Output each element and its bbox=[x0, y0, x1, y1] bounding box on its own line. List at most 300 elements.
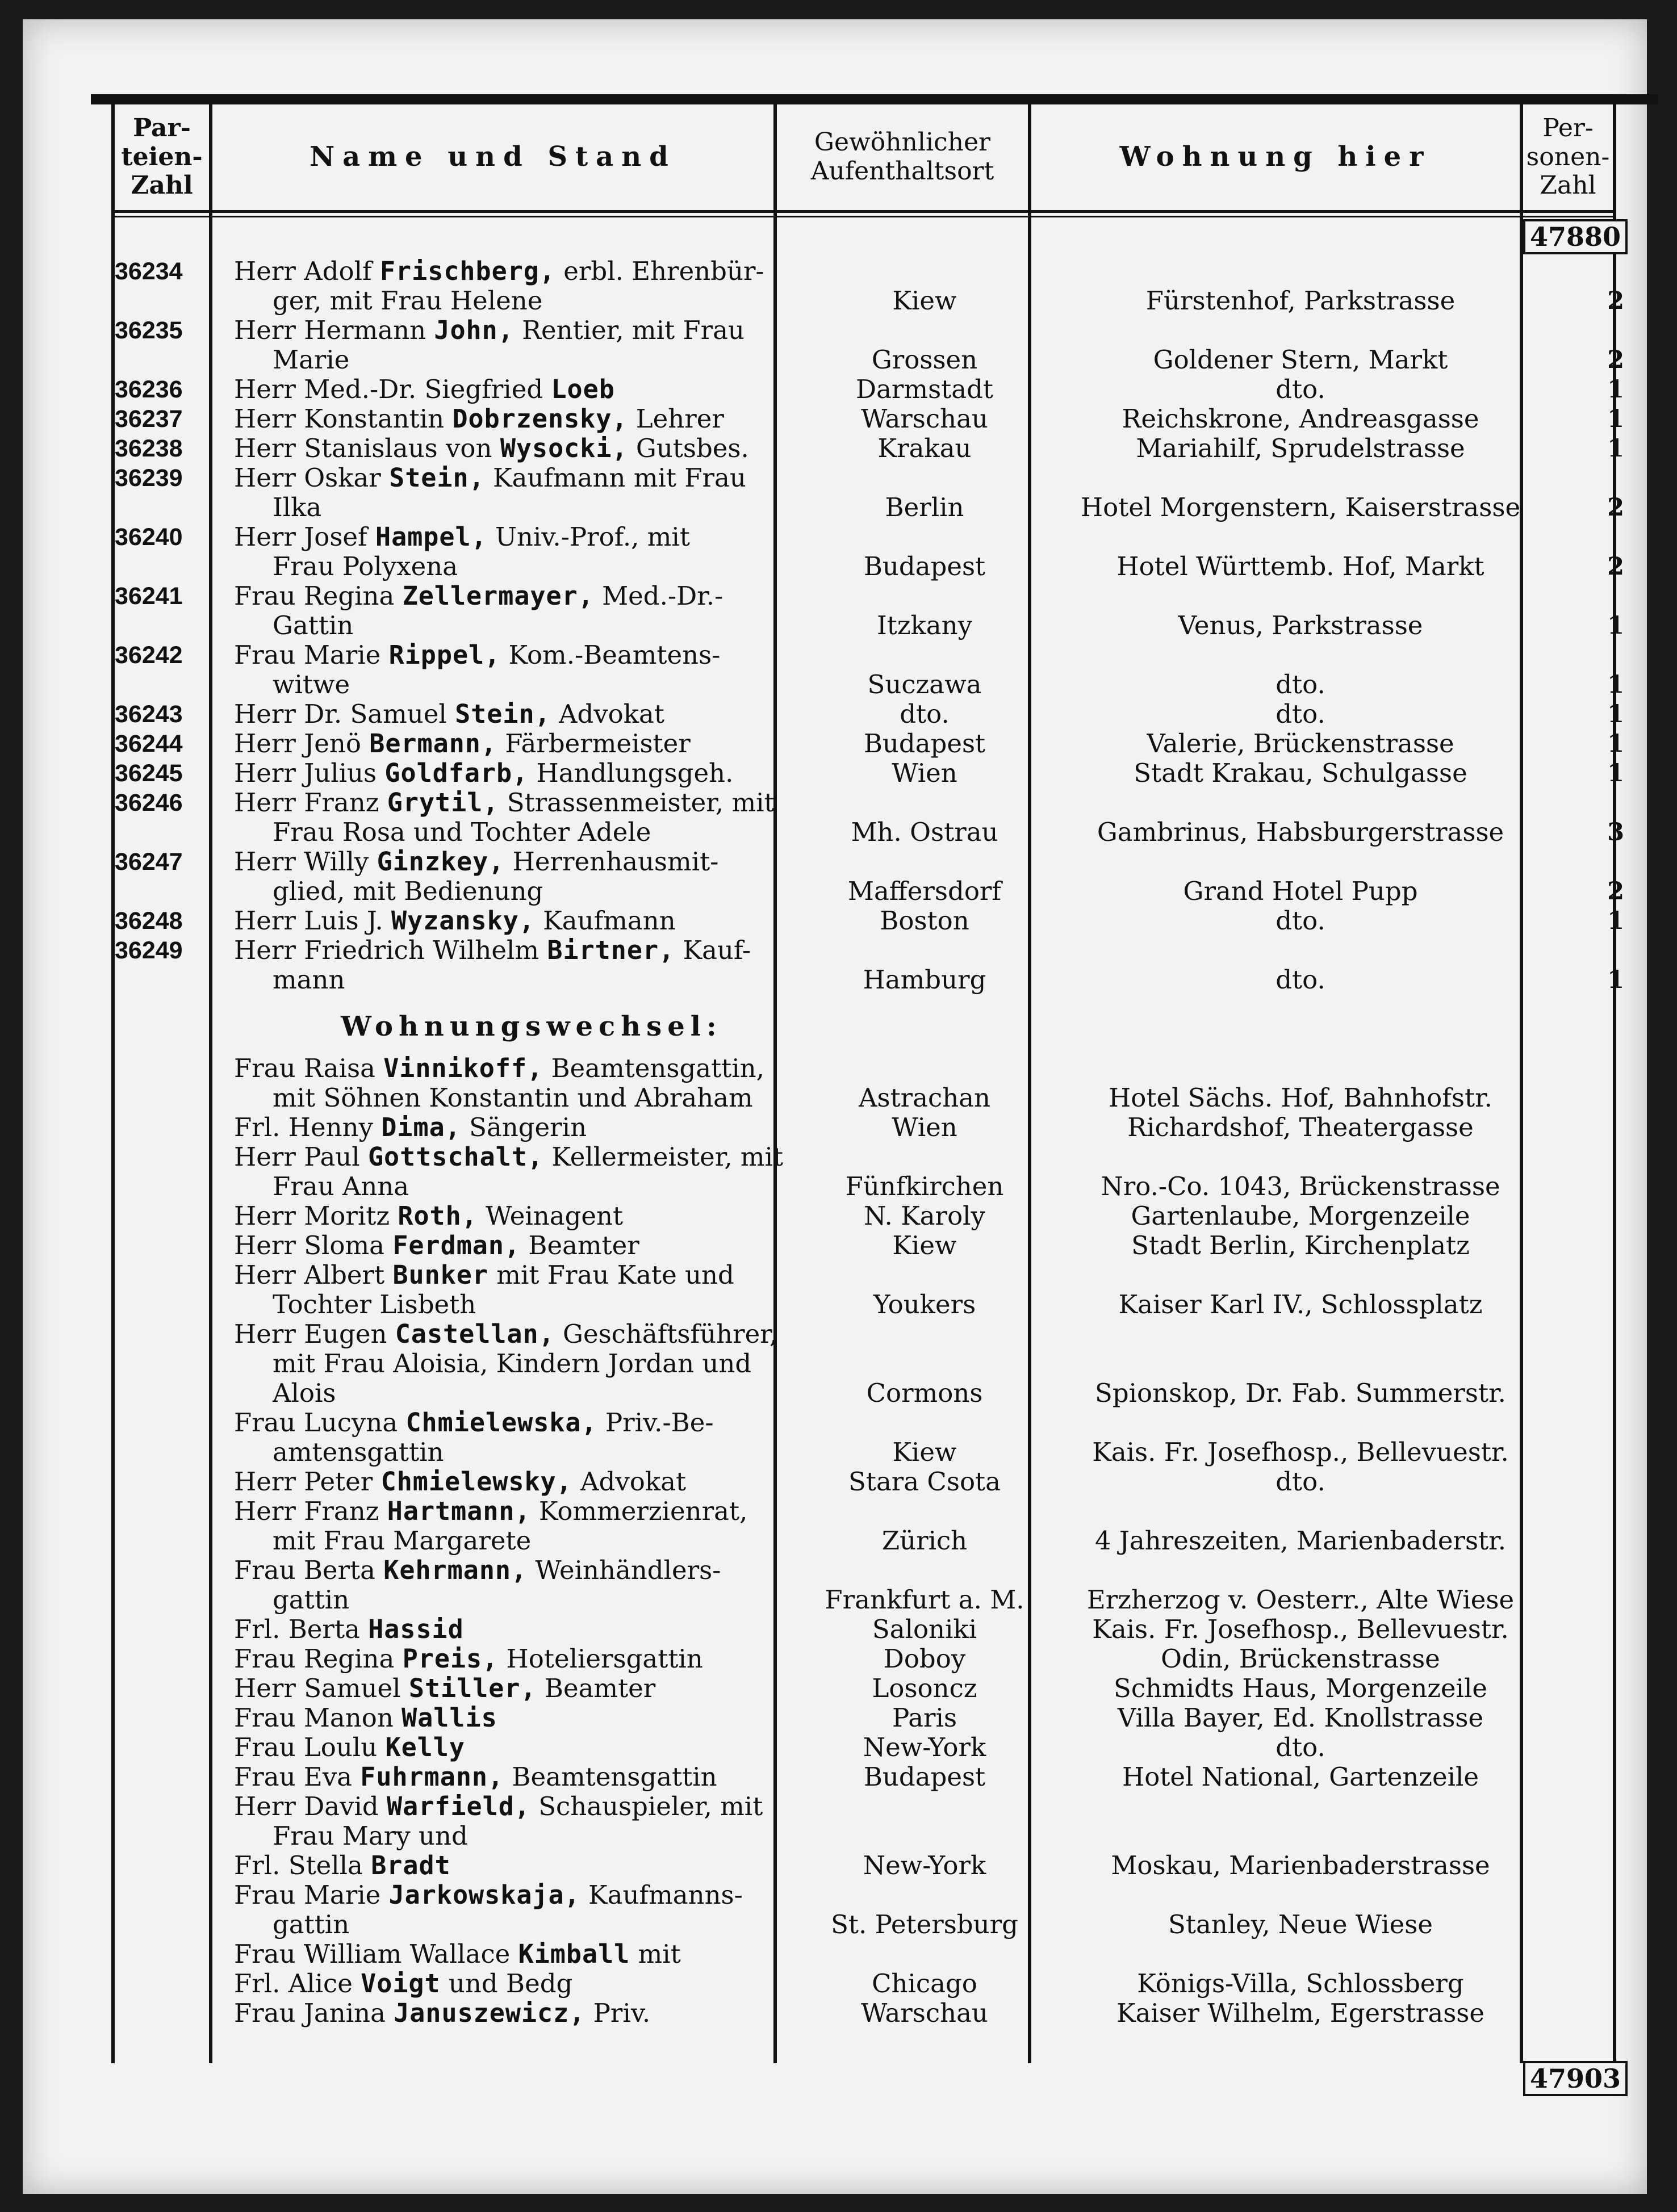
header-party-number-text: Par- teien- Zahl bbox=[121, 114, 203, 200]
change-3-name-post: Weinagent bbox=[477, 1201, 624, 1231]
entry-1-name-cont-1: Marie bbox=[273, 345, 350, 375]
entry-2-origin: Darmstadt bbox=[856, 374, 993, 404]
change-8-address: dto. bbox=[1275, 1467, 1325, 1497]
change-9-name-bold: Hartmann, bbox=[387, 1496, 531, 1526]
entry-10-origin: Budapest bbox=[863, 728, 986, 759]
entry-11-name-bold: Goldfarb, bbox=[384, 758, 529, 788]
entry-9-origin: dto. bbox=[900, 699, 950, 729]
change-1-name-post: Sängerin bbox=[461, 1112, 587, 1142]
change-19-origin: St. Petersburg bbox=[831, 1909, 1018, 1939]
table-row bbox=[23, 759, 1647, 788]
change-10-name-pre: Frau Berta bbox=[234, 1555, 384, 1585]
entry-15-name-pre: Herr Friedrich Wilhelm bbox=[234, 935, 547, 965]
entry-10-name-bold: Bermann, bbox=[369, 728, 497, 759]
entry-1-person-count: 2 bbox=[1607, 346, 1624, 374]
entry-11-person-count: 1 bbox=[1607, 759, 1624, 787]
change-1-name bbox=[234, 1113, 796, 1142]
change-12-name-bold: Preis, bbox=[402, 1644, 499, 1674]
change-20-name-pre: Frau William Wallace bbox=[234, 1939, 518, 1969]
entry-4-name-post: Gutsbes. bbox=[628, 433, 749, 463]
change-5-name-cont-1: Tochter Lisbeth bbox=[273, 1289, 476, 1319]
change-2-name-post: Kellermeister, mit bbox=[543, 1142, 784, 1172]
change-7-name-cont-1: amtensgattin bbox=[273, 1437, 444, 1467]
change-22-name-bold: Januszewicz, bbox=[394, 1998, 586, 2028]
change-10-name-cont-1: gattin bbox=[273, 1585, 350, 1615]
change-9-name-cont-1: mit Frau Margarete bbox=[273, 1526, 532, 1556]
entry-8-origin: Suczawa bbox=[867, 669, 982, 699]
change-10-name-post: Weinhändlers- bbox=[527, 1555, 721, 1585]
entry-6-name-post: Univ.-Prof., mit bbox=[487, 522, 690, 552]
change-row bbox=[23, 1939, 1647, 1969]
entry-6-name-bold: Hampel, bbox=[375, 522, 487, 552]
change-7-name-post: Priv.-Be- bbox=[597, 1407, 714, 1438]
change-9-origin: Zürich bbox=[881, 1526, 968, 1556]
entry-8-party-number: 36242 bbox=[115, 642, 183, 669]
change-6-name-cont-1: mit Frau Aloisia, Kindern Jordan und bbox=[273, 1348, 752, 1379]
change-8-name-post: Advokat bbox=[572, 1467, 687, 1497]
entry-3-origin: Warschau bbox=[861, 404, 988, 434]
change-10-name-bold: Kehrmann, bbox=[383, 1555, 528, 1585]
change-9-name-post: Kommerzienrat, bbox=[530, 1496, 748, 1526]
entry-15-person-count: 1 bbox=[1607, 966, 1624, 994]
entry-14-name-post: Kaufmann bbox=[534, 906, 676, 936]
change-22-origin: Warschau bbox=[861, 1998, 988, 2028]
change-6-name-bold: Castellan, bbox=[395, 1319, 555, 1349]
entry-14-origin: Boston bbox=[880, 906, 969, 936]
change-6-address: Spionskop, Dr. Fab. Summerstr. bbox=[1095, 1378, 1506, 1408]
entry-15-name-bold: Birtner, bbox=[547, 935, 675, 965]
change-6-origin: Cormons bbox=[866, 1378, 983, 1408]
header-address bbox=[1031, 104, 1520, 210]
change-row bbox=[23, 1615, 1647, 1644]
entry-0-name-cont-1: ger, mit Frau Helene bbox=[273, 286, 543, 316]
change-16-name-post: Beamtensgattin bbox=[504, 1762, 717, 1792]
change-6-name-post: Geschäftsführer, bbox=[554, 1319, 778, 1349]
table-row bbox=[23, 640, 1647, 699]
entry-15-name bbox=[234, 936, 796, 965]
table-row bbox=[23, 788, 1647, 847]
change-row bbox=[23, 1644, 1647, 1674]
change-0-name-post: Beamtensgattin, bbox=[543, 1053, 764, 1083]
change-5-name-bold: Bunker bbox=[392, 1260, 488, 1290]
entry-6-name-cont-1: Frau Polyxena bbox=[273, 551, 458, 581]
entry-4-name bbox=[234, 434, 796, 463]
entry-0-name-pre: Herr Adolf bbox=[234, 256, 380, 286]
change-10-address: Erzherzog v. Oesterr., Alte Wiese bbox=[1086, 1585, 1515, 1615]
change-19-name-post: Kaufmanns- bbox=[580, 1880, 743, 1910]
change-11-name bbox=[234, 1615, 796, 1644]
change-row bbox=[23, 1969, 1647, 1999]
entry-10-name-post: Färbermeister bbox=[497, 728, 691, 759]
table-row bbox=[23, 404, 1647, 434]
entry-7-address: Venus, Parkstrasse bbox=[1178, 610, 1423, 640]
change-5-name-post: mit Frau Kate und bbox=[488, 1260, 734, 1290]
entry-15-name-post: Kauf- bbox=[675, 935, 751, 965]
section-title: Wohnungswechsel: bbox=[341, 1011, 722, 1042]
entry-8-person-count: 1 bbox=[1607, 671, 1624, 699]
change-13-name-pre: Herr Samuel bbox=[234, 1673, 409, 1703]
change-4-name-bold: Ferdman, bbox=[392, 1230, 521, 1260]
entry-7-name bbox=[234, 581, 796, 611]
change-row bbox=[23, 1054, 1647, 1113]
change-13-address: Schmidts Haus, Morgenzeile bbox=[1114, 1673, 1487, 1703]
change-7-origin: Kiew bbox=[892, 1437, 957, 1467]
entry-7-party-number: 36241 bbox=[115, 583, 183, 610]
change-row bbox=[23, 1762, 1647, 1792]
header-rule bbox=[111, 210, 1616, 213]
change-5-address: Kaiser Karl IV., Schlossplatz bbox=[1118, 1289, 1483, 1319]
entry-5-person-count: 2 bbox=[1607, 493, 1624, 522]
entry-3-name-post: Lehrer bbox=[628, 404, 724, 434]
change-11-name-pre: Frl. Berta bbox=[234, 1614, 369, 1644]
change-row bbox=[23, 1319, 1647, 1408]
change-20-name bbox=[234, 1939, 796, 1969]
entry-3-person-count: 1 bbox=[1607, 405, 1624, 433]
change-15-address: dto. bbox=[1275, 1732, 1325, 1762]
entry-7-person-count: 1 bbox=[1607, 611, 1624, 640]
change-6-name-pre: Herr Eugen bbox=[234, 1319, 395, 1349]
header-party-number bbox=[115, 104, 209, 210]
entry-6-party-number: 36240 bbox=[115, 523, 183, 551]
entry-0-origin: Kiew bbox=[892, 286, 957, 316]
change-17-name-pre: Herr David bbox=[234, 1791, 387, 1821]
change-row bbox=[23, 1201, 1647, 1231]
change-3-name bbox=[234, 1201, 796, 1231]
entry-8-name-cont-1: witwe bbox=[273, 669, 350, 699]
change-14-name bbox=[234, 1703, 796, 1733]
change-6-name-cont-2: Alois bbox=[273, 1378, 336, 1408]
entry-3-name bbox=[234, 404, 796, 434]
entry-15-name-cont-1: mann bbox=[273, 965, 345, 995]
change-2-name-cont-1: Frau Anna bbox=[273, 1171, 409, 1201]
entry-8-name-pre: Frau Marie bbox=[234, 640, 389, 670]
entry-14-party-number: 36248 bbox=[115, 907, 183, 935]
table-row bbox=[23, 434, 1647, 463]
change-0-origin: Astrachan bbox=[858, 1083, 990, 1113]
change-row bbox=[23, 1703, 1647, 1733]
change-7-name bbox=[234, 1408, 796, 1438]
entry-0-name-bold: Frischberg, bbox=[379, 256, 555, 286]
entry-5-address: Hotel Morgenstern, Kaiserstrasse bbox=[1080, 492, 1521, 522]
entry-2-name-pre: Herr Med.-Dr. Siegfried bbox=[234, 374, 551, 404]
change-1-name-pre: Frl. Henny bbox=[234, 1112, 382, 1142]
change-row bbox=[23, 1467, 1647, 1497]
change-9-address: 4 Jahreszeiten, Marienbaderstr. bbox=[1094, 1526, 1507, 1556]
change-11-name-bold: Hassid bbox=[368, 1614, 464, 1644]
change-4-origin: Kiew bbox=[892, 1230, 957, 1260]
header-rule-2 bbox=[111, 216, 1616, 217]
table-row bbox=[23, 936, 1647, 995]
change-19-name bbox=[234, 1880, 796, 1910]
change-15-name bbox=[234, 1733, 796, 1762]
change-2-origin: Fünfkirchen bbox=[845, 1171, 1004, 1201]
entry-11-origin: Wien bbox=[892, 758, 957, 788]
change-14-origin: Paris bbox=[892, 1703, 957, 1733]
entry-7-name-pre: Frau Regina bbox=[234, 581, 403, 611]
change-18-origin: New-York bbox=[863, 1850, 986, 1880]
header-person-count bbox=[1523, 104, 1613, 210]
change-8-name-pre: Herr Peter bbox=[234, 1467, 381, 1497]
entry-10-address: Valerie, Brückenstrasse bbox=[1147, 728, 1454, 759]
change-7-address: Kais. Fr. Josefhosp., Bellevuestr. bbox=[1092, 1437, 1509, 1467]
entry-2-address: dto. bbox=[1275, 374, 1325, 404]
entry-1-name-pre: Herr Hermann bbox=[234, 315, 434, 345]
change-12-origin: Doboy bbox=[883, 1644, 966, 1674]
change-19-name-cont-1: gattin bbox=[273, 1909, 350, 1939]
entry-3-address: Reichskrone, Andreasgasse bbox=[1122, 404, 1479, 434]
entry-7-origin: Itzkany bbox=[876, 610, 973, 640]
change-20-name-post: mit bbox=[630, 1939, 681, 1969]
change-11-address: Kais. Fr. Josefhosp., Bellevuestr. bbox=[1092, 1614, 1509, 1644]
change-6-name bbox=[234, 1319, 796, 1349]
entry-15-address: dto. bbox=[1275, 965, 1325, 995]
entry-6-name-pre: Herr Josef bbox=[234, 522, 376, 552]
entry-13-person-count: 2 bbox=[1607, 877, 1624, 906]
entry-11-name-pre: Herr Julius bbox=[234, 758, 385, 788]
entry-12-name-cont-1: Frau Rosa und Tochter Adele bbox=[273, 817, 651, 847]
entry-13-name bbox=[234, 847, 796, 877]
table-row bbox=[23, 847, 1647, 906]
entry-2-name-bold: Loeb bbox=[551, 374, 615, 404]
change-row bbox=[23, 1674, 1647, 1703]
change-21-address: Königs-Villa, Schlossberg bbox=[1137, 1968, 1464, 1999]
entry-2-person-count: 1 bbox=[1607, 375, 1624, 404]
change-4-name bbox=[234, 1231, 796, 1260]
entry-4-address: Mariahilf, Sprudelstrasse bbox=[1136, 433, 1465, 463]
entry-9-party-number: 36243 bbox=[115, 701, 183, 728]
change-12-address: Odin, Brückenstrasse bbox=[1161, 1644, 1440, 1674]
change-row bbox=[23, 1733, 1647, 1762]
change-0-name-cont-1: mit Söhnen Konstantin und Abraham bbox=[273, 1083, 753, 1113]
entry-5-name bbox=[234, 463, 796, 493]
entry-5-name-post: Kaufmann mit Frau bbox=[484, 463, 746, 493]
change-12-name bbox=[234, 1644, 796, 1674]
change-15-name-bold: Kelly bbox=[385, 1732, 465, 1762]
entry-15-party-number: 36249 bbox=[115, 937, 183, 964]
entry-12-address: Gambrinus, Habsburgerstrasse bbox=[1097, 817, 1504, 847]
change-18-name bbox=[234, 1851, 796, 1880]
change-13-origin: Losoncz bbox=[872, 1673, 977, 1703]
change-17-name-cont-1: Frau Mary und bbox=[273, 1821, 468, 1851]
change-3-address: Gartenlaube, Morgenzeile bbox=[1131, 1201, 1470, 1231]
entry-13-name-post: Herrenhausmit- bbox=[504, 847, 719, 877]
entry-0-person-count: 2 bbox=[1607, 287, 1624, 315]
change-14-address: Villa Bayer, Ed. Knollstrasse bbox=[1117, 1703, 1484, 1733]
entry-6-person-count: 2 bbox=[1607, 552, 1624, 581]
table-row bbox=[23, 522, 1647, 581]
header-origin-text: Gewöhnlicher Aufenthaltsort bbox=[810, 128, 994, 186]
entry-5-party-number: 36239 bbox=[115, 464, 183, 492]
change-21-name bbox=[234, 1969, 796, 1999]
change-row bbox=[23, 1851, 1647, 1880]
change-22-address: Kaiser Wilhelm, Egerstrasse bbox=[1116, 1998, 1485, 2028]
change-16-name bbox=[234, 1762, 796, 1792]
entry-3-party-number: 36237 bbox=[115, 405, 183, 433]
change-8-name bbox=[234, 1467, 796, 1497]
entry-6-origin: Budapest bbox=[863, 551, 986, 581]
entry-13-name-pre: Herr Willy bbox=[234, 847, 377, 877]
entry-1-name bbox=[234, 316, 796, 345]
change-11-origin: Saloniki bbox=[872, 1614, 977, 1644]
change-7-name-pre: Frau Lucyna bbox=[234, 1407, 406, 1438]
change-13-name-bold: Stiller, bbox=[408, 1673, 537, 1703]
change-16-address: Hotel National, Gartenzeile bbox=[1122, 1762, 1479, 1792]
change-1-address: Richardshof, Theatergasse bbox=[1127, 1112, 1474, 1142]
change-0-name-pre: Frau Raisa bbox=[234, 1053, 384, 1083]
change-16-name-bold: Fuhrmann, bbox=[360, 1762, 504, 1792]
change-8-origin: Stara Csota bbox=[848, 1467, 1001, 1497]
change-0-name-bold: Vinnikoff, bbox=[383, 1053, 543, 1083]
entry-12-person-count: 3 bbox=[1607, 818, 1624, 847]
entry-11-party-number: 36245 bbox=[115, 760, 183, 787]
entry-12-name bbox=[234, 788, 796, 818]
entry-2-name bbox=[234, 375, 796, 404]
header-name bbox=[212, 104, 773, 210]
change-16-name-pre: Frau Eva bbox=[234, 1762, 361, 1792]
entry-14-person-count: 1 bbox=[1607, 907, 1624, 935]
entry-8-name-bold: Rippel, bbox=[388, 640, 501, 670]
entry-2-party-number: 36236 bbox=[115, 376, 183, 403]
entry-7-name-bold: Zellermayer, bbox=[402, 581, 594, 611]
table-row bbox=[23, 906, 1647, 936]
change-5-name bbox=[234, 1260, 796, 1290]
change-14-name-pre: Frau Manon bbox=[234, 1703, 402, 1733]
change-10-name bbox=[234, 1556, 796, 1585]
entry-6-address: Hotel Württemb. Hof, Markt bbox=[1116, 551, 1484, 581]
entry-13-origin: Maffersdorf bbox=[847, 876, 1002, 906]
change-1-name-bold: Dima, bbox=[381, 1112, 461, 1142]
entry-11-name-post: Handlungsgeh. bbox=[528, 758, 734, 788]
table-row bbox=[23, 729, 1647, 759]
change-17-name-post: Schauspieler, mit bbox=[530, 1791, 763, 1821]
change-18-address: Moskau, Marienbaderstrasse bbox=[1111, 1850, 1490, 1880]
change-18-name-pre: Frl. Stella bbox=[234, 1850, 371, 1880]
change-17-name bbox=[234, 1792, 796, 1821]
table-row bbox=[23, 581, 1647, 640]
entry-13-name-bold: Ginzkey, bbox=[377, 847, 505, 877]
change-row bbox=[23, 1408, 1647, 1467]
entry-9-name-post: Advokat bbox=[550, 699, 664, 729]
register-page bbox=[23, 19, 1647, 2194]
change-12-name-post: Hoteliersgattin bbox=[498, 1644, 703, 1674]
change-21-origin: Chicago bbox=[872, 1968, 977, 1999]
header-origin bbox=[777, 104, 1028, 210]
change-18-name-bold: Bradt bbox=[371, 1850, 451, 1880]
change-row bbox=[23, 1142, 1647, 1201]
change-4-name-pre: Herr Sloma bbox=[234, 1230, 393, 1260]
entry-8-name bbox=[234, 640, 796, 670]
entry-11-address: Stadt Krakau, Schulgasse bbox=[1134, 758, 1467, 788]
table-row bbox=[23, 257, 1647, 316]
header-person-count-text: Per- sonen- Zahl bbox=[1526, 114, 1610, 200]
change-row bbox=[23, 1999, 1647, 2028]
change-row bbox=[23, 1231, 1647, 1260]
entry-3-name-bold: Dobrzensky, bbox=[452, 404, 628, 434]
change-row bbox=[23, 1556, 1647, 1615]
total-count: 47903 bbox=[1523, 2061, 1628, 2096]
entry-0-name-post: erbl. Ehrenbür- bbox=[555, 256, 764, 286]
change-row bbox=[23, 1497, 1647, 1556]
change-row bbox=[23, 1792, 1647, 1851]
change-row bbox=[23, 1260, 1647, 1319]
entry-15-origin: Hamburg bbox=[863, 965, 986, 995]
entry-0-name bbox=[234, 257, 796, 286]
entry-12-party-number: 36246 bbox=[115, 789, 183, 816]
change-13-name-post: Beamter bbox=[536, 1673, 656, 1703]
entry-4-party-number: 36238 bbox=[115, 435, 183, 462]
entry-11-name bbox=[234, 759, 796, 788]
entry-6-name bbox=[234, 522, 796, 552]
change-9-name-pre: Herr Franz bbox=[234, 1496, 387, 1526]
change-21-name-post: und Bedg bbox=[440, 1968, 573, 1999]
change-15-origin: New-York bbox=[863, 1732, 986, 1762]
entry-5-name-cont-1: Ilka bbox=[273, 492, 322, 522]
table-row bbox=[23, 316, 1647, 375]
entry-12-name-post: Strassenmeister, mit bbox=[499, 787, 775, 818]
entry-4-name-bold: Wysocki, bbox=[500, 433, 628, 463]
entry-0-address: Fürstenhof, Parkstrasse bbox=[1145, 286, 1456, 316]
change-19-address: Stanley, Neue Wiese bbox=[1168, 1909, 1433, 1939]
change-7-name-bold: Chmielewska, bbox=[405, 1407, 597, 1438]
entry-4-origin: Krakau bbox=[877, 433, 972, 463]
entry-1-party-number: 36235 bbox=[115, 317, 183, 344]
entry-1-name-post: Rentier, mit Frau bbox=[513, 315, 745, 345]
change-22-name bbox=[234, 1999, 796, 2028]
entry-14-name bbox=[234, 906, 796, 936]
entry-3-name-pre: Herr Konstantin bbox=[234, 404, 453, 434]
change-9-name bbox=[234, 1497, 796, 1526]
entry-12-name-bold: Grytil, bbox=[387, 787, 499, 818]
table-row bbox=[23, 463, 1647, 522]
table-row bbox=[23, 375, 1647, 404]
change-row bbox=[23, 1113, 1647, 1142]
entry-13-address: Grand Hotel Pupp bbox=[1183, 876, 1418, 906]
change-17-name-bold: Warfield, bbox=[387, 1791, 530, 1821]
change-19-name-bold: Jarkowskaja, bbox=[388, 1880, 580, 1910]
change-20-name-bold: Kimball bbox=[518, 1939, 630, 1969]
change-2-address: Nro.-Co. 1043, Brückenstrasse bbox=[1101, 1171, 1500, 1201]
entry-1-origin: Grossen bbox=[871, 345, 978, 375]
entry-1-address: Goldener Stern, Markt bbox=[1153, 345, 1448, 375]
change-3-name-pre: Herr Moritz bbox=[234, 1201, 398, 1231]
entry-9-person-count: 1 bbox=[1607, 700, 1624, 728]
entry-8-name-post: Kom.-Beamtens- bbox=[500, 640, 721, 670]
entry-12-name-pre: Herr Franz bbox=[234, 787, 387, 818]
entry-1-name-bold: John, bbox=[434, 315, 514, 345]
change-5-name-pre: Herr Albert bbox=[234, 1260, 393, 1290]
change-row bbox=[23, 1880, 1647, 1939]
entry-10-name bbox=[234, 729, 796, 759]
header-address-text: Wohnung hier bbox=[1119, 141, 1432, 173]
change-15-name-pre: Frau Loulu bbox=[234, 1732, 386, 1762]
change-4-address: Stadt Berlin, Kirchenplatz bbox=[1131, 1230, 1470, 1260]
change-0-name bbox=[234, 1054, 796, 1083]
entry-14-address: dto. bbox=[1275, 906, 1325, 936]
change-21-name-bold: Voigt bbox=[361, 1968, 441, 1999]
entry-5-origin: Berlin bbox=[885, 492, 964, 522]
entry-5-name-pre: Herr Oskar bbox=[234, 463, 390, 493]
change-12-name-pre: Frau Regina bbox=[234, 1644, 403, 1674]
entry-7-name-post: Med.-Dr.- bbox=[593, 581, 724, 611]
carry-over-count: 47880 bbox=[1523, 219, 1628, 254]
change-2-name bbox=[234, 1142, 796, 1172]
entry-10-person-count: 1 bbox=[1607, 730, 1624, 758]
change-22-name-pre: Frau Janina bbox=[234, 1998, 394, 2028]
change-5-origin: Youkers bbox=[873, 1289, 976, 1319]
entry-4-name-pre: Herr Stanislaus von bbox=[234, 433, 500, 463]
change-14-name-bold: Wallis bbox=[402, 1703, 497, 1733]
entry-9-address: dto. bbox=[1275, 699, 1325, 729]
